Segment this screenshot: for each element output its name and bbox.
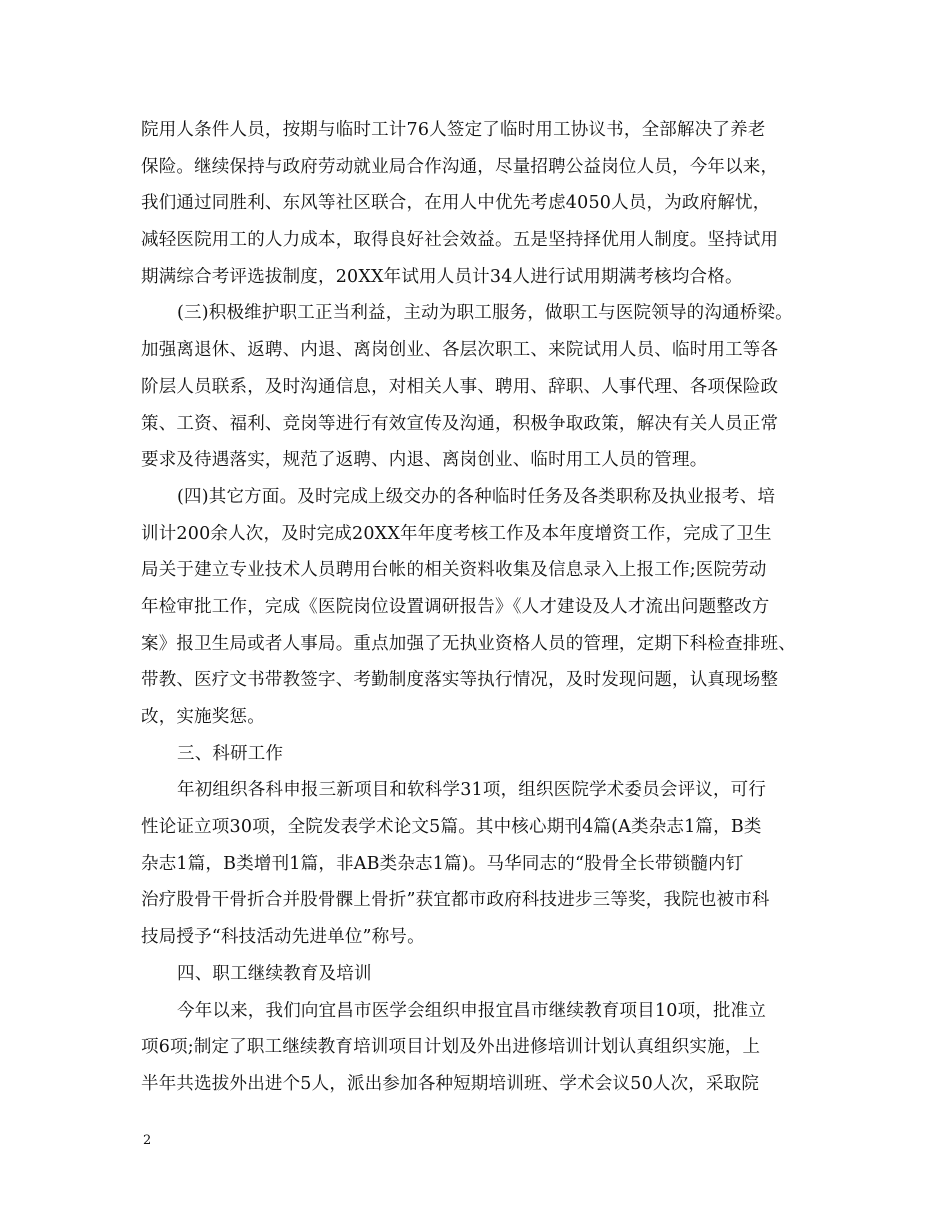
text-line: 年检审批工作，完成《医院岗位设置调研报告》《人才建设及人才流出问题整改方 bbox=[141, 596, 770, 617]
text-line: 技局授予“科技活动先进单位”称号。 bbox=[141, 927, 425, 948]
text-line: 我们通过同胜利、东风等社区联合，在用人中优先考虑4050人员，为政府解忧， bbox=[141, 193, 771, 214]
text-line: 策、工资、福利、竞岗等进行有效宣传及沟通，积极争取政策，解决有关人员正常 bbox=[141, 413, 779, 434]
body-text bbox=[141, 112, 821, 1103]
text-line: 阶层人员联系，及时沟通信息，对相关人事、聘用、辞职、人事代理、各项保险政 bbox=[141, 376, 779, 397]
text-line: 杂志1篇，B类增刊1篇，非AB类杂志1篇)。马华同志的“股骨全长带锁髓内钉 bbox=[141, 853, 744, 874]
text-line: 治疗股骨干骨折合并股骨髁上骨折”获宜都市政府科技进步三等奖，我院也被市科 bbox=[141, 890, 770, 911]
text-line: 性论证立项30项，全院发表学术论文5篇。其中核心期刊4篇(A类杂志1篇，B类 bbox=[141, 817, 762, 838]
text-line: 三、科研工作 bbox=[177, 743, 284, 764]
text-line: 年初组织各科申报三新项目和软科学31项，组织医院学术委员会评议，可行 bbox=[177, 780, 767, 801]
text-line: 加强离退休、返聘、内退、离岗创业、各层次职工、来院试用人员、临时用工等各 bbox=[141, 340, 779, 361]
page-number: 2 bbox=[143, 1133, 152, 1148]
text-line: (四)其它方面。及时完成上级交办的各种临时任务及各类职称及执业报考、培 bbox=[177, 486, 776, 507]
text-line: 带教、医疗文书带教签字、考勤制度落实等执行情况，及时发现问题，认真现场整 bbox=[141, 670, 779, 691]
text-line: 院用人条件人员，按期与临时工计76人签定了临时用工协议书，全部解决了养老 bbox=[141, 120, 766, 140]
text-line: 减轻医院用工的人力成本，取得良好社会效益。五是坚持择优用人制度。坚持试用 bbox=[141, 230, 779, 251]
text-line: 案》报卫生局或者人事局。重点加强了无执业资格人员的管理，定期下科检查排班、 bbox=[141, 633, 796, 654]
text-line: 要求及待遇落实，规范了返聘、内退、离岗创业、临时用工人员的管理。 bbox=[141, 450, 708, 471]
text-line: (三)积极维护职工正当利益，主动为职工服务，做职工与医院领导的沟通桥梁。 bbox=[177, 303, 793, 324]
text-line: 保险。继续保持与政府劳动就业局合作沟通，尽量招聘公益岗位人员，今年以来， bbox=[141, 156, 779, 177]
text-line: 期满综合考评选拔制度，20XX年试用人员计34人进行试用期满考核均合格。 bbox=[141, 266, 743, 287]
text-line: 训计200余人次，及时完成20XX年年度考核工作及本年度增资工作，完成了卫生 bbox=[141, 523, 772, 544]
text-line: 半年共选拔外出进个5人，派出参加各种短期培训班、学术会议50人次，采取院 bbox=[141, 1073, 760, 1094]
text-line: 改，实施奖惩。 bbox=[141, 707, 265, 727]
text-line: 局关于建立专业技术人员聘用台帐的相关资料收集及信息录入上报工作;医院劳动 bbox=[141, 560, 767, 581]
text-line: 今年以来，我们向宜昌市医学会组织申报宜昌市继续教育项目10项，批准立 bbox=[177, 1000, 767, 1021]
text-line: 四、职工继续教育及培训 bbox=[177, 963, 372, 984]
text-line: 项6项;制定了职工继续教育培训项目计划及外出进修培训计划认真组织实施，上 bbox=[141, 1037, 761, 1058]
